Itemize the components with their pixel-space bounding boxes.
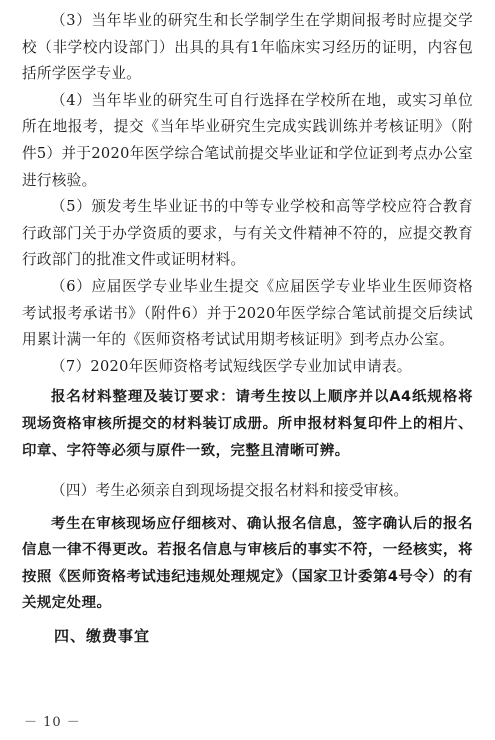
paragraph-item-7: （7）2020年医师资格考试短线医学专业加试申请表。	[51, 357, 412, 375]
verify-notice-paragraph: 考生在审核现场应仔细核对、确认报名信息，签字确认后的报名信息一律不得更改。若报名信息与审核后的事实不符，一经核实，将按照《医师资格考试违纪违规处理规定》（国家卫计委第4号令）的有关规定处理。	[22, 515, 473, 612]
binding-requirements-paragraph: 报名材料整理及装订要求：请考生按以上顺序并以A4纸规格将现场资格审核所提交的材料装订成册。所申报材料复印件上的相片、印章、字符等必须与原件一致，完整且清晰可辨。	[22, 389, 473, 459]
paragraph-item-3: （3）当年毕业的研究生和长学制学生在学期间报考时应提交学校（非学校内设部门）出具的具有1年临床实习经历的证明，内容包括所学医学专业。	[22, 12, 473, 83]
section-four-paragraph: （四）考生必须亲自到现场提交报名材料和接受审核。	[51, 482, 409, 500]
paragraph-item-6: （6）应届医学专业毕业生提交《应届医学专业毕业生医师资格考试报考承诺书》（附件6）并于2020年医学综合笔试前提交后续试用累计满一年的《医师资格考试试用期考核证明》到考点办公室。	[22, 277, 473, 349]
paragraph-item-5: （5）颁发考生毕业证书的中等专业学校和高等学校应符合教育行政部门关于办学资质的要求，与有关文件精神不符的，应提交教育行政部门的批准文件或证明材料。	[22, 198, 473, 269]
fees-section-heading: 四、缴费事宜	[54, 627, 151, 646]
paragraph-item-4: （4）当年毕业的研究生可自行选择在学校所在地，或实习单位所在地报考，提交《当年毕业研究生完成实践训练并考核证明》（附件5）并于2020年医学综合笔试前提交毕业证和学位证到考点办公室进行核验。	[22, 91, 473, 189]
page-number: － 10 －	[24, 715, 81, 730]
